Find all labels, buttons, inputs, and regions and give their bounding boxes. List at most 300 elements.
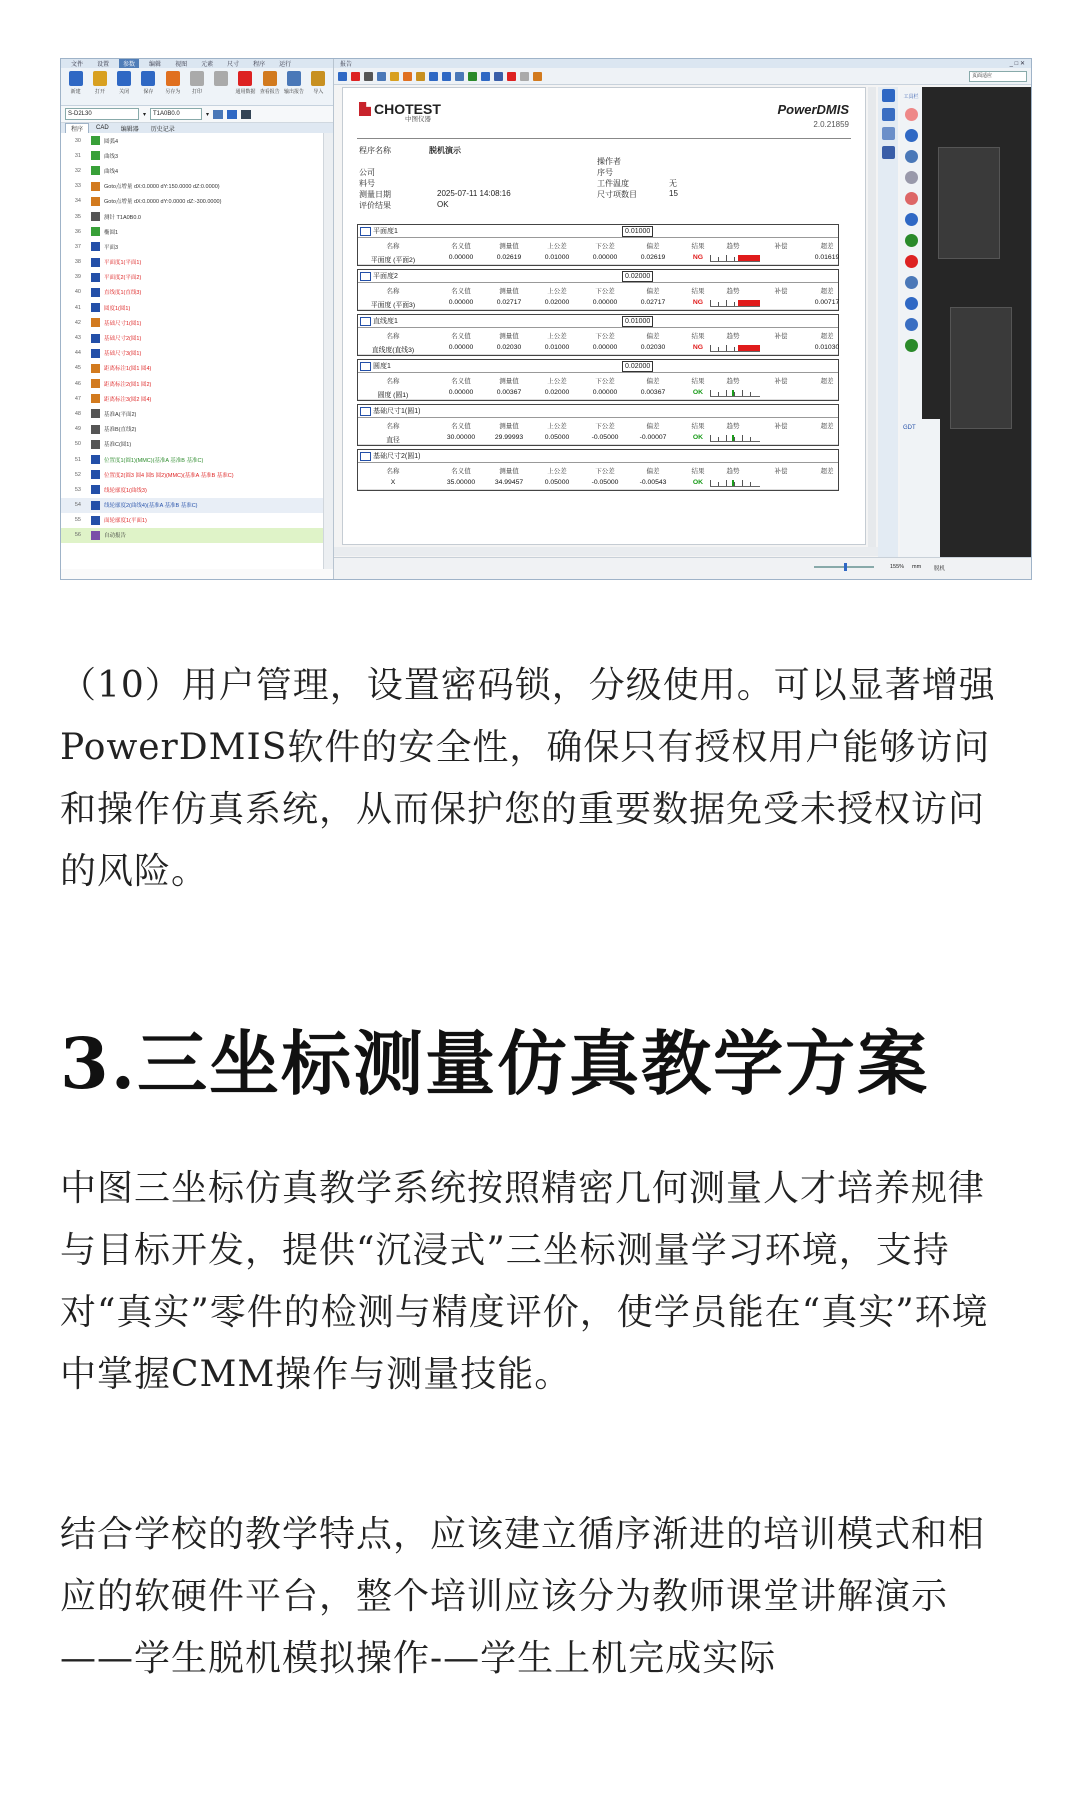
left-tabs xyxy=(61,123,333,133)
tree-row-label: Goto点增量 dX:0.0000 dY:0.0000 dZ:-300.0000) xyxy=(104,199,222,206)
tree-row-number: 41 xyxy=(74,304,81,311)
print-icon[interactable] xyxy=(468,72,477,81)
trend-tick xyxy=(710,255,711,261)
probe-combos xyxy=(61,106,333,123)
column-headers xyxy=(358,283,838,296)
report-section xyxy=(357,404,839,446)
probe-combo[interactable]: S-D2L30 xyxy=(65,108,139,120)
cell: 0.02030 xyxy=(496,344,522,351)
column-header: 名义值 xyxy=(451,468,471,475)
tree-row[interactable] xyxy=(61,406,323,421)
cell: 0.02717 xyxy=(640,299,666,306)
probe-icon[interactable] xyxy=(213,110,223,119)
report-section xyxy=(357,449,839,491)
tree-row-label: 距离标注3(圆2 圆4) xyxy=(104,396,152,403)
section-header xyxy=(358,315,838,328)
column-header: 名义值 xyxy=(451,423,471,430)
window-controls[interactable]: _ □ ✕ xyxy=(1009,61,1025,67)
tolerance-symbol-icon xyxy=(360,362,371,371)
feature-icon xyxy=(91,151,100,160)
tree-row[interactable] xyxy=(61,224,323,239)
report-side-toolbar xyxy=(878,87,898,559)
paint-icon[interactable] xyxy=(882,89,895,102)
column-header: 下公差 xyxy=(595,423,615,430)
report-window-title: 报告 xyxy=(340,62,353,68)
cell: -0.00543 xyxy=(639,479,667,486)
ribbon-icon xyxy=(117,71,131,86)
trend-tick xyxy=(726,480,727,486)
gdt-toolbar xyxy=(900,419,940,557)
feature-icon xyxy=(91,531,100,540)
model-part xyxy=(938,147,1000,259)
tree-row-label: 基础尺寸3(圆1) xyxy=(104,351,142,358)
cell: 0.02619 xyxy=(496,254,522,261)
cell: 0.00367 xyxy=(640,389,666,396)
cube-icon[interactable] xyxy=(905,234,918,247)
tolerance-symbol-icon xyxy=(360,227,371,236)
chevron-down-icon[interactable]: ▾ xyxy=(206,111,210,118)
feature-icon xyxy=(91,182,100,191)
info-value: 无 xyxy=(669,179,677,188)
feature-icon xyxy=(91,364,100,373)
column-header: 结果 xyxy=(691,468,705,475)
tree-row-label: 椭圆1 xyxy=(104,229,119,236)
undo-icon[interactable] xyxy=(429,72,438,81)
tree-row[interactable] xyxy=(61,346,323,361)
tree-row-label: 基准C(圆1) xyxy=(104,442,132,449)
zoom-icon[interactable] xyxy=(905,213,918,226)
feature-icon xyxy=(91,409,100,418)
feature-icon xyxy=(91,425,100,434)
trend-chart xyxy=(710,299,760,307)
ribbon-icon xyxy=(214,71,228,86)
tree-row-number: 54 xyxy=(74,502,81,509)
tree-row-label: 自动报告 xyxy=(104,533,127,540)
section-header xyxy=(358,270,838,283)
tree-row-number: 56 xyxy=(74,532,81,539)
layout-icon[interactable] xyxy=(882,108,895,121)
column-header: 超差 xyxy=(820,243,834,250)
ribbon-icon xyxy=(263,71,277,86)
ribbon-button[interactable] xyxy=(259,71,280,102)
menu-item[interactable]: 元素 xyxy=(201,62,214,68)
column-header: 补偿 xyxy=(774,243,788,250)
tree-row[interactable] xyxy=(61,330,323,345)
cell: 0.02000 xyxy=(544,299,570,306)
tree-row[interactable] xyxy=(61,163,323,178)
column-header: 上公差 xyxy=(547,333,567,340)
tree-row-number: 53 xyxy=(74,486,81,493)
tree-row-label: 基础尺寸1(圆1) xyxy=(104,320,142,327)
export-icon[interactable] xyxy=(494,72,503,81)
page-icon[interactable] xyxy=(520,72,529,81)
trend-tick xyxy=(750,437,751,441)
report-toolbar xyxy=(334,68,1031,85)
column-header: 偏差 xyxy=(646,468,660,475)
ribbon-button[interactable] xyxy=(65,71,86,102)
trend-chart xyxy=(710,479,760,487)
cell: 平面度 (平面2) xyxy=(370,257,416,264)
grid2-icon[interactable] xyxy=(905,339,918,352)
menu-item[interactable]: 程序 xyxy=(253,62,266,68)
left-tab[interactable]: 程序 xyxy=(65,123,89,133)
trend-tick xyxy=(726,300,727,306)
grid-icon[interactable] xyxy=(882,146,895,159)
measurement-row xyxy=(358,431,838,445)
tolerance-symbol-icon xyxy=(360,317,371,326)
tree-row-label: 曲线4 xyxy=(104,168,119,175)
picture-icon[interactable] xyxy=(882,127,895,140)
report-vertical-scrollbar[interactable] xyxy=(868,87,876,547)
tree-row[interactable] xyxy=(61,285,323,300)
column-header: 结果 xyxy=(691,243,705,250)
page-fit-select[interactable]: 页面适应 xyxy=(969,71,1027,82)
tree-row-label: 位置度2(圆3 圆4 圆5 圆2)(MMC)(基准A 基准B 基准C) xyxy=(104,472,234,479)
tree-row-number: 47 xyxy=(74,395,81,402)
product-version: 2.0.21859 xyxy=(813,120,849,129)
feature-icon xyxy=(91,501,100,510)
trend-tick xyxy=(718,257,719,261)
report-page xyxy=(342,87,866,545)
column-header: 偏差 xyxy=(646,243,660,250)
tree-row-number: 35 xyxy=(74,213,81,220)
tree-row[interactable] xyxy=(61,194,323,209)
trend-tick xyxy=(726,345,727,351)
column-header: 名义值 xyxy=(451,243,471,250)
column-header: 测量值 xyxy=(499,243,519,250)
column-header: 结果 xyxy=(691,423,705,430)
tree-row-number: 34 xyxy=(74,198,81,205)
feature-icon xyxy=(91,394,100,403)
cell: -0.05000 xyxy=(591,434,619,441)
model-part xyxy=(950,307,1012,429)
tree-row[interactable] xyxy=(61,498,323,513)
column-header: 偏差 xyxy=(646,378,660,385)
axis-icon[interactable] xyxy=(905,108,918,121)
menu-item[interactable]: 视图 xyxy=(175,62,188,68)
feature-icon xyxy=(91,470,100,479)
redo-icon[interactable] xyxy=(442,72,451,81)
feature-icon xyxy=(91,166,100,175)
status-bar xyxy=(334,557,1031,580)
tolerance-symbol-icon xyxy=(360,272,371,281)
cell: 0.00367 xyxy=(496,389,522,396)
ribbon-button[interactable] xyxy=(235,71,256,102)
tree-row-label: 圆度1(圆1) xyxy=(104,305,131,312)
column-header: 上公差 xyxy=(547,378,567,385)
info-value: 15 xyxy=(669,189,678,198)
ribbon-button[interactable] xyxy=(283,71,304,102)
ribbon-icon xyxy=(238,71,252,86)
trend-tick xyxy=(742,390,743,396)
trend-chart xyxy=(710,434,760,442)
column-header: 超差 xyxy=(820,378,834,385)
left-tab[interactable]: CAD xyxy=(96,125,109,131)
cell: 30.00000 xyxy=(446,434,476,441)
left-tab[interactable]: 历史记录 xyxy=(150,126,175,133)
report-section xyxy=(357,359,839,401)
trend-tick xyxy=(734,302,735,306)
cell: 0.01619 xyxy=(814,254,840,261)
feature-icon xyxy=(91,349,100,358)
tree-row-label: 平面3 xyxy=(104,244,119,251)
section-header xyxy=(358,225,838,238)
tree-row[interactable] xyxy=(61,179,323,194)
menu-item[interactable]: 尺寸 xyxy=(227,62,240,68)
tree-row[interactable] xyxy=(61,528,323,543)
tree-row-label: 测针 T1A0B0.0 xyxy=(104,214,141,221)
ribbon-button[interactable] xyxy=(114,71,135,102)
cell: 0.00000 xyxy=(592,389,618,396)
cut-icon[interactable] xyxy=(364,72,373,81)
paste-icon[interactable] xyxy=(390,72,399,81)
panel-icon[interactable] xyxy=(905,318,918,331)
sphere-icon[interactable] xyxy=(905,150,918,163)
tree-row[interactable] xyxy=(61,422,323,437)
feature-icon xyxy=(91,334,100,343)
report-section xyxy=(357,224,839,266)
cell: 直线度(直线3) xyxy=(371,347,415,354)
ribbon-icon xyxy=(166,71,180,86)
zoom-slider-thumb[interactable] xyxy=(844,563,847,571)
column-header: 超差 xyxy=(820,423,834,430)
trend-tick xyxy=(710,300,711,306)
tip-combo[interactable]: T1A0B0.0 xyxy=(150,108,202,120)
cell: 0.02717 xyxy=(496,299,522,306)
paragraph-user-management: （10）用户管理，设置密码锁，分级使用。可以显著增强PowerDMIS软件的安全性，确保只有授权用户能够访问和操作仿真系统，从而保护您的重要数据免受未授权访问的风险。 xyxy=(60,665,996,892)
toolbar-label: 工具栏 xyxy=(903,94,919,100)
image-icon[interactable] xyxy=(416,72,425,81)
camera-icon[interactable] xyxy=(905,276,918,289)
info-label: 料号 xyxy=(359,179,375,188)
cell: 0.02619 xyxy=(640,254,666,261)
cell: 0.01000 xyxy=(544,254,570,261)
left-tab[interactable]: 编辑器 xyxy=(120,126,139,133)
ribbon-button[interactable] xyxy=(162,71,183,102)
column-header: 下公差 xyxy=(595,378,615,385)
menu-item[interactable]: 运行 xyxy=(279,62,292,68)
column-headers xyxy=(358,328,838,341)
tree-row-number: 36 xyxy=(74,228,81,235)
tree-row[interactable] xyxy=(61,482,323,497)
chart-icon[interactable] xyxy=(533,72,542,81)
trend-bar xyxy=(732,480,734,486)
paragraph-simulation-system: 中图三坐标仿真教学系统按照精密几何测量人才培养规律与目标开发，提供“沉浸式”三坐标测量学习环境，支持对“真实”零件的检测与精度评价，使学员能在“真实”环境中掌握CMM操作与测量技能。 xyxy=(60,1168,989,1395)
ribbon-button[interactable] xyxy=(308,71,329,102)
measurement-row xyxy=(358,476,838,490)
tree-row[interactable] xyxy=(61,300,323,315)
feature-icon xyxy=(91,273,100,282)
column-header: 下公差 xyxy=(595,468,615,475)
tree-row-number: 44 xyxy=(74,350,81,357)
menu-item[interactable]: 设置 xyxy=(97,62,110,68)
column-header: 趋势 xyxy=(726,468,740,475)
tree-row-number: 49 xyxy=(74,426,81,433)
feature-icon xyxy=(91,516,100,525)
menu-item[interactable]: 文件 xyxy=(71,62,84,68)
section-title: 基础尺寸1(圆1) xyxy=(373,408,421,415)
tree-row[interactable] xyxy=(61,209,323,224)
tree-row-label: 平面度2(平面2) xyxy=(104,275,142,282)
feature-icon xyxy=(91,379,100,388)
ribbon-button[interactable] xyxy=(138,71,159,102)
ribbon-button[interactable] xyxy=(211,71,232,102)
column-header: 偏差 xyxy=(646,333,660,340)
info-value: 2025-07-11 14:08:16 xyxy=(437,189,511,198)
trend-tick xyxy=(718,482,719,486)
menu-item[interactable]: 编辑 xyxy=(149,62,162,68)
tree-row[interactable] xyxy=(61,513,323,528)
pdf-icon[interactable] xyxy=(481,72,490,81)
info-label: 操作者 xyxy=(597,157,621,166)
table-icon[interactable] xyxy=(507,72,516,81)
tree-row[interactable] xyxy=(61,452,323,467)
feature-icon xyxy=(91,485,100,494)
column-header: 结果 xyxy=(691,378,705,385)
comment-icon[interactable] xyxy=(905,297,918,310)
trend-tick xyxy=(718,437,719,441)
tree-row-number: 32 xyxy=(74,167,81,174)
eye-icon[interactable] xyxy=(905,129,918,142)
trend-tick xyxy=(710,480,711,486)
column-header: 上公差 xyxy=(547,423,567,430)
tree-row[interactable] xyxy=(61,376,323,391)
column-headers xyxy=(358,463,838,476)
chevron-down-icon[interactable]: ▾ xyxy=(143,111,147,118)
tree-scrollbar[interactable] xyxy=(323,133,333,569)
column-header: 补偿 xyxy=(774,378,788,385)
column-headers xyxy=(358,238,838,251)
cell: 直径 xyxy=(386,437,400,444)
trend-tick xyxy=(718,302,719,306)
report-horizontal-scrollbar[interactable] xyxy=(334,547,894,556)
report-section xyxy=(357,314,839,356)
feature-icon xyxy=(91,136,100,145)
cell: 29.99993 xyxy=(494,434,524,441)
cell: 0.00000 xyxy=(448,344,474,351)
ribbon-label: 打印 xyxy=(191,89,202,95)
column-header: 测量值 xyxy=(499,423,519,430)
column-header: 补偿 xyxy=(774,333,788,340)
cell: NG xyxy=(692,299,704,306)
tree-row[interactable] xyxy=(61,133,323,148)
tolerance-frame: 0.01000 xyxy=(622,316,653,327)
software-screenshot xyxy=(60,58,1032,580)
feature-icon xyxy=(91,440,100,449)
trend-tick xyxy=(718,392,719,396)
ribbon-icon xyxy=(311,71,325,86)
copy-icon[interactable] xyxy=(377,72,386,81)
column-header: 名称 xyxy=(386,468,400,475)
column-header: 名称 xyxy=(386,288,400,295)
left-menu-bar xyxy=(61,59,333,68)
tree-row-label: 基准A(平面2) xyxy=(104,411,137,418)
trend-tick xyxy=(718,347,719,351)
tree-row-label: 基准B(直线2) xyxy=(104,427,137,434)
column-header: 名称 xyxy=(386,423,400,430)
trend-tick xyxy=(710,345,711,351)
column-header: 超差 xyxy=(820,333,834,340)
column-header: 测量值 xyxy=(499,288,519,295)
cell: 0.01030 xyxy=(814,344,840,351)
point-icon[interactable] xyxy=(227,110,237,119)
section-header xyxy=(358,360,838,373)
chotest-logo xyxy=(359,101,441,123)
tree-row-label: Goto点增量 dX:0.0000 dY:150.0000 dZ:0.0000) xyxy=(104,184,220,191)
tree-row-number: 46 xyxy=(74,380,81,387)
gdt-label: GDT xyxy=(903,425,916,431)
tree-row[interactable] xyxy=(61,255,323,270)
cell: 0.00000 xyxy=(592,299,618,306)
tree-row[interactable] xyxy=(61,270,323,285)
tree-row-label: 线轮廓度2(曲线4)(基准A 基准B 基准C) xyxy=(104,503,198,510)
section-title: 基础尺寸2(圆1) xyxy=(373,453,421,460)
tree-row[interactable] xyxy=(61,239,323,254)
feature-icon xyxy=(91,288,100,297)
refresh-icon[interactable] xyxy=(338,72,347,81)
ribbon-icon xyxy=(287,71,301,86)
ribbon-label: 导入 xyxy=(313,89,324,95)
tree-row[interactable] xyxy=(61,467,323,482)
menu-item[interactable]: 参数 xyxy=(119,59,139,68)
column-header: 测量值 xyxy=(499,333,519,340)
product-name: PowerDMIS xyxy=(777,102,849,117)
zoom-level: 155% xyxy=(890,564,905,570)
tree-row[interactable] xyxy=(61,437,323,452)
tree-row-label: 线轮廓度1(曲线3) xyxy=(104,487,147,494)
ribbon-label: 关闭 xyxy=(119,89,130,95)
trend-tick xyxy=(710,435,711,441)
feature-icon xyxy=(91,242,100,251)
template-icon[interactable] xyxy=(403,72,412,81)
delete-icon[interactable] xyxy=(351,72,360,81)
tree-row-label: 距离标注1(圆1 圆4) xyxy=(104,366,152,373)
section-header xyxy=(358,450,838,463)
column-header: 下公差 xyxy=(595,288,615,295)
column-header: 下公差 xyxy=(595,333,615,340)
cell: 0.02030 xyxy=(640,344,666,351)
line-icon[interactable] xyxy=(241,110,251,119)
column-header: 偏差 xyxy=(646,423,660,430)
column-header: 趋势 xyxy=(726,333,740,340)
tree-row[interactable] xyxy=(61,315,323,330)
trend-tick xyxy=(734,437,735,441)
open-icon[interactable] xyxy=(455,72,464,81)
tree-row-number: 33 xyxy=(74,183,81,190)
tree-row[interactable] xyxy=(61,361,323,376)
section-title: 直线度1 xyxy=(373,318,398,325)
column-header: 趋势 xyxy=(726,243,740,250)
box-icon[interactable] xyxy=(905,171,918,184)
ribbon-button[interactable] xyxy=(186,71,207,102)
cell: OK xyxy=(692,434,704,441)
tree-row-number: 39 xyxy=(74,274,81,281)
trend-chart xyxy=(710,254,760,262)
fit-icon[interactable] xyxy=(905,192,918,205)
tree-row-label: 圆弧4 xyxy=(104,138,119,145)
cell: 0.01000 xyxy=(544,344,570,351)
tree-row[interactable] xyxy=(61,148,323,163)
ribbon-button[interactable] xyxy=(89,71,110,102)
cell: 34.99457 xyxy=(494,479,524,486)
feature-icon[interactable] xyxy=(905,255,918,268)
feature-icon xyxy=(91,212,100,221)
column-headers xyxy=(358,373,838,386)
tree-row[interactable] xyxy=(61,391,323,406)
ribbon-label: 输出报告 xyxy=(284,89,305,95)
trend-bar xyxy=(738,255,760,261)
report-header xyxy=(357,88,851,139)
